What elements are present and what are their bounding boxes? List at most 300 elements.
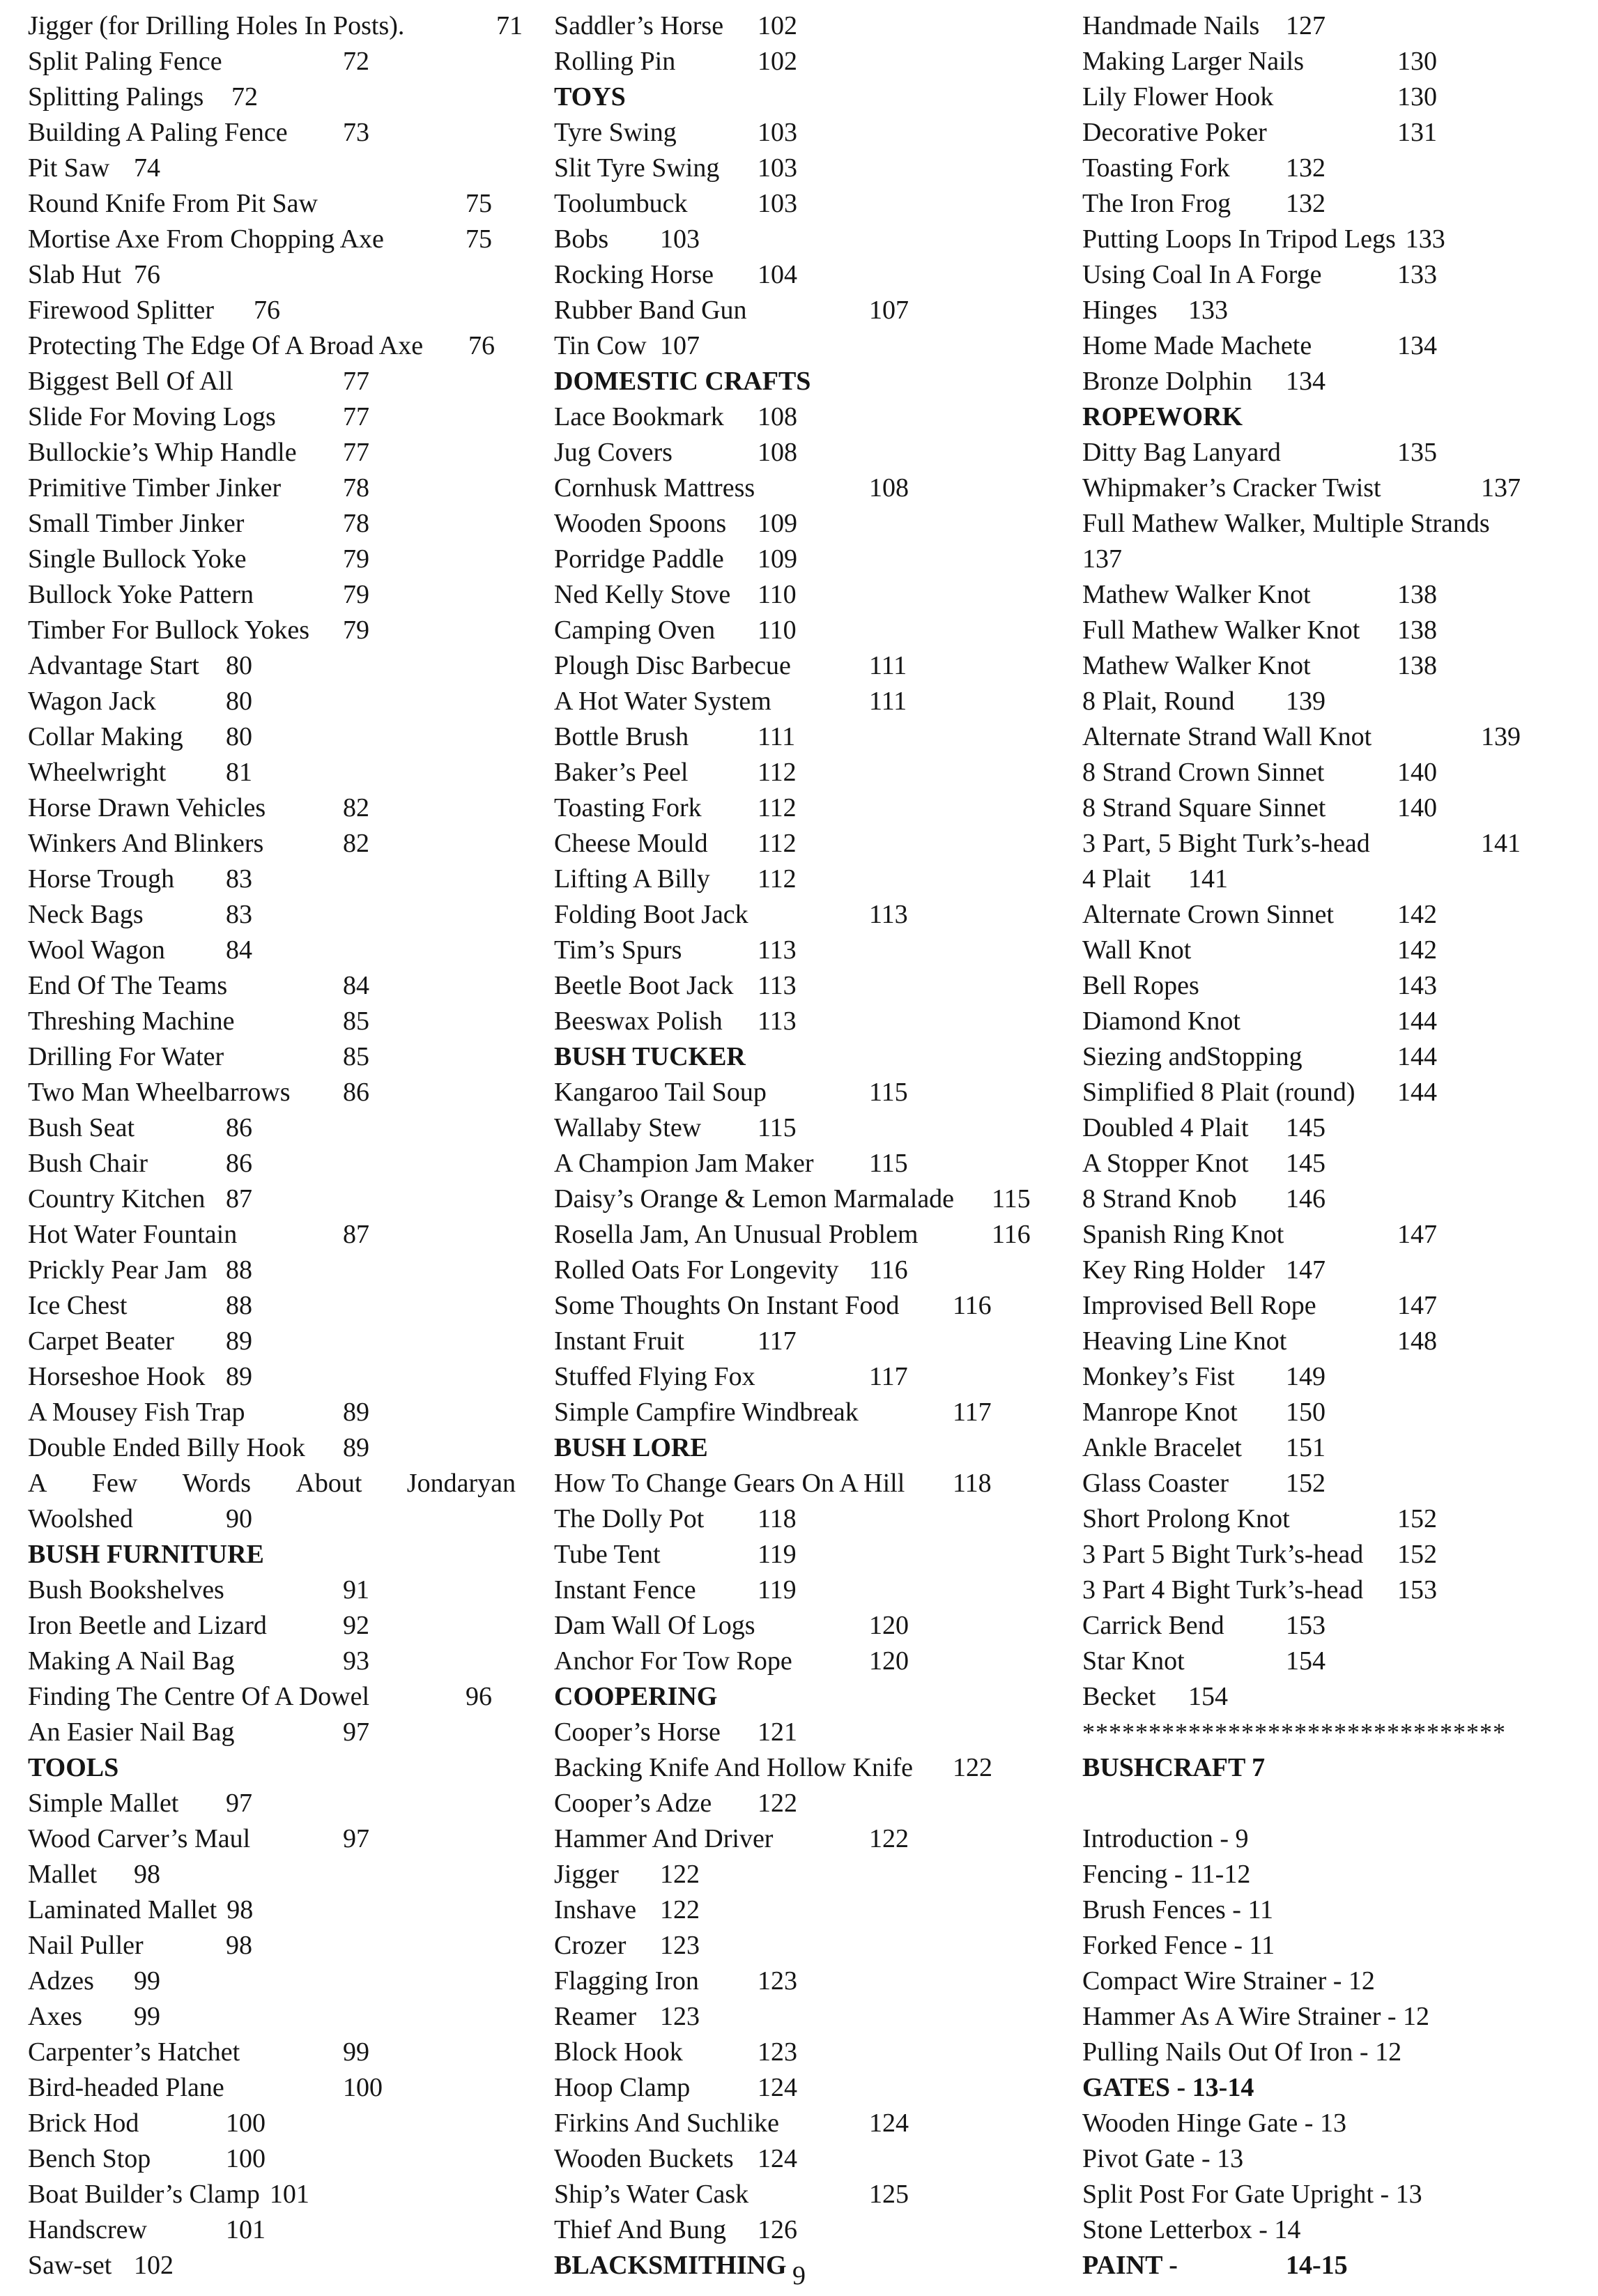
index-entry	[28, 1964, 516, 1999]
index-entry	[1082, 115, 1577, 151]
entry-title: Daisy’s Orange & Lemon Marmalade	[554, 1184, 955, 1214]
index-entry	[1082, 2212, 1577, 2248]
entry-title: Handscrew	[28, 2215, 147, 2244]
entry-title: Slit Tyre Swing	[554, 153, 720, 183]
entry-title: BUSH LORE	[554, 1433, 708, 1462]
section-heading	[554, 364, 1056, 399]
index-entry	[1082, 648, 1577, 684]
index-entry	[1082, 293, 1577, 328]
index-entry	[28, 1288, 516, 1324]
entry-page-number: 79	[343, 580, 369, 609]
entry-title: Putting Loops In Tripod Legs	[1082, 224, 1396, 254]
index-entry	[1082, 2177, 1577, 2212]
entry-title: Bobs	[554, 224, 609, 254]
section-heading	[554, 1039, 1056, 1075]
entry-title: Jigger	[554, 1860, 619, 1889]
entry-page-number: 103	[660, 224, 700, 254]
index-entry	[554, 1253, 1056, 1288]
entry-title: Monkey’s Fist	[1082, 1362, 1235, 1391]
entry-page-number: 97	[226, 1789, 252, 1818]
index-entry	[28, 79, 516, 115]
entry-page-number: 102	[758, 47, 797, 76]
entry-title: Some Thoughts On Instant Food	[554, 1291, 900, 1320]
entry-title: Wool Wagon	[28, 935, 165, 965]
entry-page-number: 133	[1397, 260, 1437, 289]
entry-title: Heaving Line Knot	[1082, 1326, 1287, 1356]
entry-title: Two Man Wheelbarrows	[28, 1078, 291, 1107]
index-entry	[1082, 1857, 1577, 1892]
entry-title: Glass Coaster	[1082, 1469, 1229, 1498]
index-entry	[554, 2141, 1056, 2177]
index-entry	[28, 1075, 516, 1110]
entry-page-number: 113	[758, 935, 797, 965]
entry-page-number: 84	[343, 971, 369, 1000]
index-entry	[554, 862, 1056, 897]
entry-page-number: 147	[1286, 1255, 1326, 1285]
entry-title: Instant Fence	[554, 1575, 696, 1605]
entry-page-number: 116	[953, 1291, 992, 1320]
section-heading	[1082, 399, 1577, 435]
index-entry	[1082, 328, 1577, 364]
entry-title: Tyre Swing	[554, 118, 677, 147]
entry-page-number: 127	[1286, 11, 1326, 40]
entry-title: Block Hook	[554, 2037, 683, 2067]
entry-page-number: 111	[869, 651, 907, 680]
entry-title: Pit Saw	[28, 153, 110, 183]
entry-title: Jug Covers	[554, 438, 673, 467]
entry-page-number: 142	[1397, 935, 1437, 965]
entry-title: Winkers And Blinkers	[28, 829, 264, 858]
index-entry	[1082, 1395, 1577, 1430]
index-entry	[1082, 364, 1577, 399]
entry-page-number: 123	[758, 2037, 797, 2067]
entry-page-number: 132	[1286, 153, 1326, 183]
entry-page-number: 100	[226, 2109, 266, 2138]
index-entry	[28, 1644, 516, 1679]
entry-title: Mortise Axe From Chopping Axe	[28, 224, 384, 254]
entry-page-number: 130	[1397, 47, 1437, 76]
entry-page-number: 111	[758, 722, 796, 751]
entry-title: Tin Cow	[554, 331, 647, 360]
entry-title: The Dolly Pot	[554, 1504, 705, 1533]
entry-page-number: 132	[1286, 189, 1326, 218]
entry-title: Compact Wire Strainer - 12	[1082, 1966, 1375, 1996]
entry-title: Spanish Ring Knot	[1082, 1220, 1284, 1249]
index-entry	[28, 2212, 516, 2248]
entry-title: Lifting A Billy	[554, 864, 710, 894]
index-entry	[554, 1572, 1056, 1608]
index-entry	[554, 2106, 1056, 2141]
index-entry	[1082, 8, 1577, 44]
entry-page-number: 90	[226, 1504, 252, 1533]
entry-page-number: 89	[226, 1362, 252, 1391]
entry-page-number: 140	[1397, 793, 1437, 822]
entry-page-number: 112	[758, 829, 797, 858]
entry-title: Bush Seat	[28, 1113, 135, 1142]
entry-page-number: 112	[758, 758, 797, 787]
entry-page-number: 107	[869, 296, 909, 325]
index-entry	[1082, 2106, 1577, 2141]
index-entry	[1082, 826, 1577, 862]
entry-page-number: 146	[1286, 1184, 1326, 1214]
entry-page-number: 72	[343, 47, 369, 76]
entry-page-number: 124	[758, 2073, 797, 2102]
index-entry	[554, 1288, 1056, 1324]
entry-title: End Of The Teams	[28, 971, 228, 1000]
entry-page-number: 149	[1286, 1362, 1326, 1391]
index-entry	[28, 1821, 516, 1857]
index-entry	[554, 435, 1056, 470]
entry-title: A Mousey Fish Trap	[28, 1398, 245, 1427]
entry-page-number: 123	[758, 1966, 797, 1996]
index-entry	[28, 2070, 516, 2106]
index-entry	[554, 1892, 1056, 1928]
entry-title: Whipmaker’s Cracker Twist	[1082, 473, 1381, 503]
entry-page-number: 133	[1405, 224, 1445, 254]
entry-title: Rosella Jam, An Unusual Problem	[554, 1220, 919, 1249]
entry-page-number: 103	[758, 153, 797, 183]
entry-page-number: 88	[226, 1255, 252, 1285]
entry-page-number: 81	[226, 758, 252, 787]
index-entry	[28, 1679, 516, 1715]
entry-page-number: 116	[992, 1220, 1031, 1249]
entry-page-number: 108	[758, 402, 797, 431]
entry-page-number: 78	[343, 473, 369, 503]
index-entry	[554, 1786, 1056, 1821]
entry-title: Woolshed	[28, 1504, 134, 1533]
entry-title	[28, 1466, 516, 1501]
entry-title: Toasting Fork	[554, 793, 702, 822]
entry-word: About	[295, 1469, 362, 1498]
index-entry	[554, 719, 1056, 755]
entry-title: Tube Tent	[554, 1540, 661, 1569]
index-entry	[28, 44, 516, 79]
entry-title: Mathew Walker Knot	[1082, 580, 1311, 609]
entry-title: Inshave	[554, 1895, 637, 1924]
entry-page-number: 150	[1286, 1398, 1326, 1427]
entry-title: Iron Beetle and Lizard	[28, 1611, 267, 1640]
index-entry	[1082, 1004, 1577, 1039]
entry-page-number: 117	[758, 1326, 797, 1356]
entry-page-number: 117	[869, 1362, 908, 1391]
index-entry	[554, 968, 1056, 1004]
entry-page-number: 79	[343, 615, 369, 645]
entry-title: Finding The Centre Of A Dowel	[28, 1682, 370, 1711]
index-entry	[1082, 1644, 1577, 1679]
entry-page-number: 124	[758, 2144, 797, 2173]
entry-page-number: 72	[231, 82, 258, 112]
index-entry	[28, 755, 516, 790]
entry-page-number: 75	[466, 189, 492, 218]
index-entry	[28, 1857, 516, 1892]
entry-title: Lily Flower Hook	[1082, 82, 1274, 112]
entry-page-number: 140	[1397, 758, 1437, 787]
entry-page-number: 144	[1397, 1042, 1437, 1071]
entry-title: 137	[1082, 544, 1122, 574]
entry-page-number: 78	[343, 509, 369, 538]
entry-page-number: 109	[758, 509, 797, 538]
entry-title: Reamer	[554, 2002, 637, 2031]
entry-title: Flagging Iron	[554, 1966, 699, 1996]
entry-title: 8 Strand Knob	[1082, 1184, 1237, 1214]
index-entry	[1082, 790, 1577, 826]
entry-page-number: 109	[758, 544, 797, 574]
entry-title: Full Mathew Walker Knot	[1082, 615, 1360, 645]
entry-page-number: 102	[134, 2251, 174, 2280]
entry-page-number: 91	[343, 1575, 369, 1605]
entry-title: Neck Bags	[28, 900, 144, 929]
entry-page-number: 113	[758, 1007, 797, 1036]
entry-title: Carpet Beater	[28, 1326, 174, 1356]
entry-title: Rubber Band Gun	[554, 296, 747, 325]
entry-page-number: 99	[134, 2002, 160, 2031]
entry-page-number: 111	[869, 687, 907, 716]
index-entry	[28, 542, 516, 577]
entry-word: Few	[91, 1469, 138, 1498]
entry-title: 8 Strand Crown Sinnet	[1082, 758, 1325, 787]
index-entry	[1082, 1146, 1577, 1181]
index-column-3	[1082, 8, 1577, 2283]
entry-title: 3 Part 5 Bight Turk’s-head	[1082, 1540, 1364, 1569]
index-entry	[554, 897, 1056, 933]
index-entry	[554, 1359, 1056, 1395]
entry-page-number: 88	[226, 1291, 252, 1320]
entry-title: Brick Hod	[28, 2109, 139, 2138]
index-entry	[28, 1572, 516, 1608]
index-entry	[28, 1253, 516, 1288]
entry-title: Beetle Boot Jack	[554, 971, 734, 1000]
entry-page-number: 115	[758, 1113, 797, 1142]
index-entry	[1082, 1572, 1577, 1608]
entry-page-number: 86	[226, 1113, 252, 1142]
entry-title: Mallet	[28, 1860, 98, 1889]
entry-title: Doubled 4 Plait	[1082, 1113, 1249, 1142]
index-entry	[28, 897, 516, 933]
index-entry	[554, 1466, 1056, 1501]
entry-page-number: 119	[758, 1540, 797, 1569]
entry-title: Full Mathew Walker, Multiple Strands	[1082, 509, 1490, 538]
entry-title: The Iron Frog	[1082, 189, 1231, 218]
entry-title: Small Timber Jinker	[28, 509, 245, 538]
entry-page-number: 145	[1286, 1149, 1326, 1178]
index-entry	[554, 44, 1056, 79]
index-entry	[554, 1395, 1056, 1430]
entry-page-number: 118	[953, 1469, 992, 1498]
index-entry	[28, 222, 516, 257]
index-entry	[554, 1715, 1056, 1750]
entry-page-number: 154	[1286, 1646, 1326, 1676]
entry-page-number: 107	[660, 331, 700, 360]
index-entry	[28, 1395, 516, 1430]
entry-page-number: 125	[869, 2180, 909, 2209]
index-entry	[1082, 1039, 1577, 1075]
index-entry	[28, 1715, 516, 1750]
entry-page-number: 123	[660, 2002, 700, 2031]
entry-title: Country Kitchen	[28, 1184, 206, 1214]
entry-title: Baker’s Peel	[554, 758, 689, 787]
index-entry	[554, 2212, 1056, 2248]
entry-title: Short Prolong Knot	[1082, 1504, 1290, 1533]
entry-title: Making Larger Nails	[1082, 47, 1304, 76]
index-entry	[1082, 79, 1577, 115]
entry-page-number: 100	[343, 2073, 383, 2102]
entry-page-number: 151	[1286, 1433, 1326, 1462]
entry-page-number: 85	[343, 1042, 369, 1071]
index-entry	[28, 1501, 516, 1537]
entry-page-number: 121	[758, 1717, 797, 1747]
index-entry	[554, 542, 1056, 577]
entry-page-number: 113	[869, 900, 908, 929]
entry-page-number: 120	[869, 1611, 909, 1640]
index-entry	[28, 2141, 516, 2177]
entry-title: Manrope Knot	[1082, 1398, 1238, 1427]
entry-word: Jondaryan	[406, 1469, 516, 1498]
entry-page-number: 154	[1188, 1682, 1228, 1711]
entry-title: Rolled Oats For Longevity	[554, 1255, 839, 1285]
index-entry	[554, 648, 1056, 684]
index-entry	[28, 719, 516, 755]
entry-title: Simple Mallet	[28, 1789, 179, 1818]
entry-page-number: 87	[226, 1184, 252, 1214]
entry-page-number: 89	[226, 1326, 252, 1356]
index-entry	[554, 2177, 1056, 2212]
section-heading	[28, 1537, 516, 1572]
entry-page-number: 134	[1397, 331, 1437, 360]
index-entry	[28, 1892, 516, 1928]
index-entry	[1082, 897, 1577, 933]
entry-page-number: 92	[343, 1611, 369, 1640]
index-entry	[554, 151, 1056, 186]
index-entry	[1082, 1964, 1577, 1999]
index-entry	[1082, 1359, 1577, 1395]
entry-title: Wooden Buckets	[554, 2144, 734, 2173]
entry-page-number: 83	[226, 900, 252, 929]
entry-page-number: 119	[758, 1575, 797, 1605]
entry-title: Crozer	[554, 1931, 627, 1960]
entry-page-number: 120	[869, 1646, 909, 1676]
entry-page-number: 98	[226, 1895, 254, 1924]
index-entry	[554, 506, 1056, 542]
entry-title: Porridge Paddle	[554, 544, 724, 574]
entry-title: Forked Fence - 11	[1082, 1931, 1275, 1960]
entry-title: Cooper’s Horse	[554, 1717, 721, 1747]
index-entry	[1082, 151, 1577, 186]
entry-page-number: 108	[869, 473, 909, 503]
index-entry	[554, 1217, 1056, 1253]
entry-title: Drilling For Water	[28, 1042, 224, 1071]
entry-title: Plough Disc Barbecue	[554, 651, 791, 680]
index-entry	[554, 1146, 1056, 1181]
index-entry	[28, 1608, 516, 1644]
entry-page-number: 138	[1397, 651, 1437, 680]
index-entry	[1082, 44, 1577, 79]
entry-title: Single Bullock Yoke	[28, 544, 247, 574]
entry-title: Pivot Gate - 13	[1082, 2144, 1244, 2173]
index-entry	[1082, 1608, 1577, 1644]
entry-page-number: 138	[1397, 615, 1437, 645]
entry-title: Horse Trough	[28, 864, 175, 894]
index-entry	[28, 506, 516, 542]
entry-title: Hot Water Fountain	[28, 1220, 238, 1249]
index-entry	[1082, 1324, 1577, 1359]
entry-page-number: 97	[343, 1717, 369, 1747]
entry-page-number: 152	[1397, 1504, 1437, 1533]
entry-page-number: 99	[343, 2037, 369, 2067]
entry-page-number: 110	[758, 615, 797, 645]
entry-title: Camping Oven	[554, 615, 716, 645]
entry-title: Horseshoe Hook	[28, 1362, 206, 1391]
entry-title: Firkins And Suchlike	[554, 2109, 780, 2138]
section-heading	[554, 1430, 1056, 1466]
section-heading	[1082, 2070, 1577, 2106]
entry-title: Siezing andStopping	[1082, 1042, 1303, 1071]
entry-page-number: 133	[1188, 296, 1228, 325]
index-entry	[28, 648, 516, 684]
entry-title: Split Paling Fence	[28, 47, 222, 76]
entry-page-number: 100	[226, 2144, 266, 2173]
index-entry	[28, 186, 516, 222]
index-entry	[28, 933, 516, 968]
index-column-1	[28, 8, 523, 2283]
index-entry	[554, 826, 1056, 862]
index-entry	[28, 115, 516, 151]
index-entry	[28, 1786, 516, 1821]
entry-word: Words	[182, 1469, 251, 1498]
index-entry	[28, 8, 523, 44]
entry-title: DOMESTIC CRAFTS	[554, 367, 811, 396]
entry-title: Jigger (for Drilling Holes In Posts).	[28, 11, 405, 40]
entry-title: TOOLS	[28, 1753, 119, 1782]
entry-page-number: 86	[226, 1149, 252, 1178]
index-entry	[1082, 1501, 1577, 1537]
index-entry	[28, 257, 516, 293]
entry-title: BUSH TUCKER	[554, 1042, 746, 1071]
index-entry	[28, 862, 516, 897]
entry-page-number: 141	[1188, 864, 1228, 894]
index-entry	[28, 1004, 516, 1039]
entry-page-number: 96	[466, 1682, 492, 1711]
entry-title: Alternate Crown Sinnet	[1082, 900, 1334, 929]
index-entry	[1082, 542, 1577, 577]
section-heading	[28, 1750, 516, 1786]
entry-title: Advantage Start	[28, 651, 199, 680]
entry-page-number: 103	[758, 118, 797, 147]
index-entry	[1082, 1110, 1577, 1146]
index-entry	[554, 2070, 1056, 2106]
entry-page-number: 112	[758, 864, 797, 894]
entry-title: Carpenter’s Hatchet	[28, 2037, 240, 2067]
entry-title: Kangaroo Tail Soup	[554, 1078, 767, 1107]
entry-title: Wheelwright	[28, 758, 167, 787]
entry-page-number: 76	[468, 331, 495, 360]
entry-title: ********************************	[1082, 1718, 1506, 1746]
entry-title: Toasting Fork	[1082, 153, 1230, 183]
entry-title: Collar Making	[28, 722, 183, 751]
entry-title: PAINT -	[1082, 2251, 1178, 2280]
index-entry	[1082, 257, 1577, 293]
index-entry	[1082, 1181, 1577, 1217]
entry-page-number: 80	[226, 722, 252, 751]
entry-title: Backing Knife And Hollow Knife	[554, 1753, 914, 1782]
section-heading	[554, 1679, 1056, 1715]
entry-title: Mathew Walker Knot	[1082, 651, 1311, 680]
entry-title: Introduction - 9	[1082, 1824, 1249, 1853]
entry-title: Splitting Palings	[28, 82, 204, 112]
entry-page-number: 122	[953, 1753, 992, 1782]
entry-page-number: 93	[343, 1646, 369, 1676]
index-entry	[1082, 1466, 1577, 1501]
index-entry	[1082, 506, 1577, 542]
